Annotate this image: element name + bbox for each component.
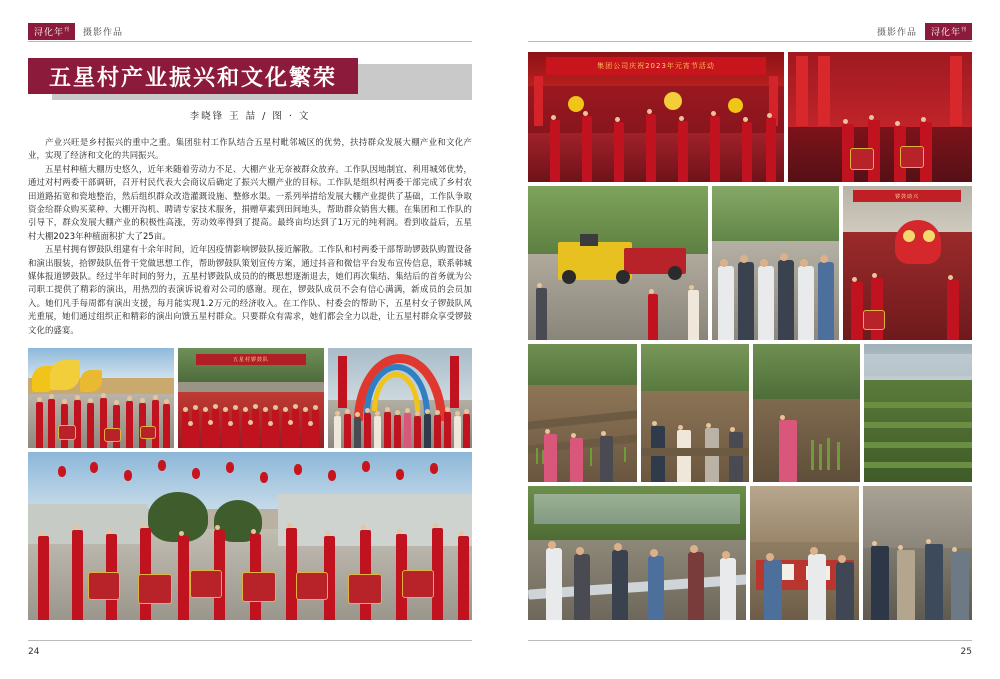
page-number-left: 24 <box>28 647 40 657</box>
body-paragraph-1: 产业兴旺是乡村振兴的重中之重。集团驻村工作队结合五星村毗邻城区的优势，扶持群众发展大棚产业和文化产业，实现了经济和文化的共同振兴。 <box>28 137 472 161</box>
article-body <box>28 136 472 337</box>
photo-irrigation-pipe-installation <box>528 486 746 620</box>
body-paragraph-2: 五星村种植大棚历史悠久，近年来随着劳动力不足、大棚产业无奈被群众放弃。工作队因地制宜、利用城郊优势，通过对村两委干部调研，召开村民代表大会商议后确定了振兴大棚产业的目标。工作队是组织村两委干部完成了乡村农田道路拓宽和瓷地整治，然后组织群众改造灌溉设施、整修水渠。一系列举措给发展大棚产业提供了基础，工作队争取资金给群众购买菜种、大棚开沟机、聘请专家技术服务，捐赠草素到田间地头，帮助群众销售大棚。在集团和工作队的引导下，群众发展大棚产业的积极性高涨，劳动效率得到了提高。最终亩均达到了1万元的纯利润。看到收益后，五星村大棚2023年种植面积扩大了25亩。 <box>28 163 472 241</box>
section-label-left: 摄影作品 <box>83 27 124 38</box>
photo-farm-machinery-demo <box>528 186 708 340</box>
article-title-band <box>28 58 472 102</box>
body-paragraph-3: 五星村拥有锣鼓队组建有十余年时间，近年因疫情影响锣鼓队接近解散。工作队和村两委干部帮助锣鼓队购置设备和演出服装，拾锣鼓队伍骨干党做思想工作，帮助锣鼓队策划宣传方案，通过抖音和微信平台发布宣传信息，联系韩城媒体报道锣鼓队。经过半年时间的努力，五星村锣鼓队成员的的概思想逐渐退去，她们再次集结、集结后的首务就为公司职工提供了精彩的演出，用热烈的表演诉说着对公司的感谢。现在，锣鼓队成员不会有信心满满，新成员的会员加入。她们凡手每周都有演出支援，每月能实现1.2万元的经济收入。在工作队、村委会的帮助下，五星村女子锣鼓队风光重展，她们通过组织正和精彩的演出向馈五星村群众。只要群众有需求，她们都会全力以赴，让五星村群众享受锣鼓文化的盛宴。 <box>28 244 472 335</box>
photo-woman-harvesting-green-onion <box>753 344 860 482</box>
running-head-left <box>28 22 123 40</box>
photo-stage-dance-red-costume: 集团公司庆祝2023年元宵节活动 <box>528 52 784 182</box>
photo-row-right-1 <box>528 52 972 182</box>
footer-rule-right <box>528 640 972 641</box>
photo-row-right-3 <box>528 344 972 482</box>
header-rule-left <box>28 41 472 42</box>
photo-drum-troupe-courtyard-performance <box>28 452 472 620</box>
header-rule-right <box>528 41 972 42</box>
brand-logo-right: 浔化年$^刊$ <box>925 23 972 40</box>
running-head-right <box>877 22 972 40</box>
brand-logo: 浔化年$^刊$ <box>28 23 75 40</box>
footer-rule-left <box>28 640 472 641</box>
photo-lion-dance-drummers: 锣鼓助兴 <box>843 186 972 340</box>
photo-villagers-pulling-scallions <box>641 344 750 482</box>
photo-outdoor-interview-group <box>863 486 972 620</box>
page-number-right: 25 <box>960 647 972 657</box>
photo-group-portrait-red-uniform: 五星村锣鼓队 <box>178 348 324 448</box>
section-label-right: 摄影作品 <box>876 27 917 38</box>
photo-officials-field-visit <box>712 186 839 340</box>
byline: 李晓锋 王 喆 / 图 · 文 <box>189 111 311 122</box>
photo-row-right-4 <box>528 486 972 620</box>
photo-strip-left <box>28 348 472 448</box>
photo-village-meeting-documents <box>750 486 859 620</box>
title-band-red <box>28 58 358 94</box>
photo-onion-field-harvest-women <box>528 344 637 482</box>
page-title: 五星村产业振兴和文化繁荣 <box>48 65 337 91</box>
photo-rainbow-arch-ceremony <box>328 348 472 448</box>
photo-greenhouse-vegetable-rows <box>864 344 973 482</box>
photo-row-right-2 <box>528 186 972 340</box>
photo-indoor-drum-performance <box>788 52 972 182</box>
photo-drum-parade-yellow-fans <box>28 348 174 448</box>
